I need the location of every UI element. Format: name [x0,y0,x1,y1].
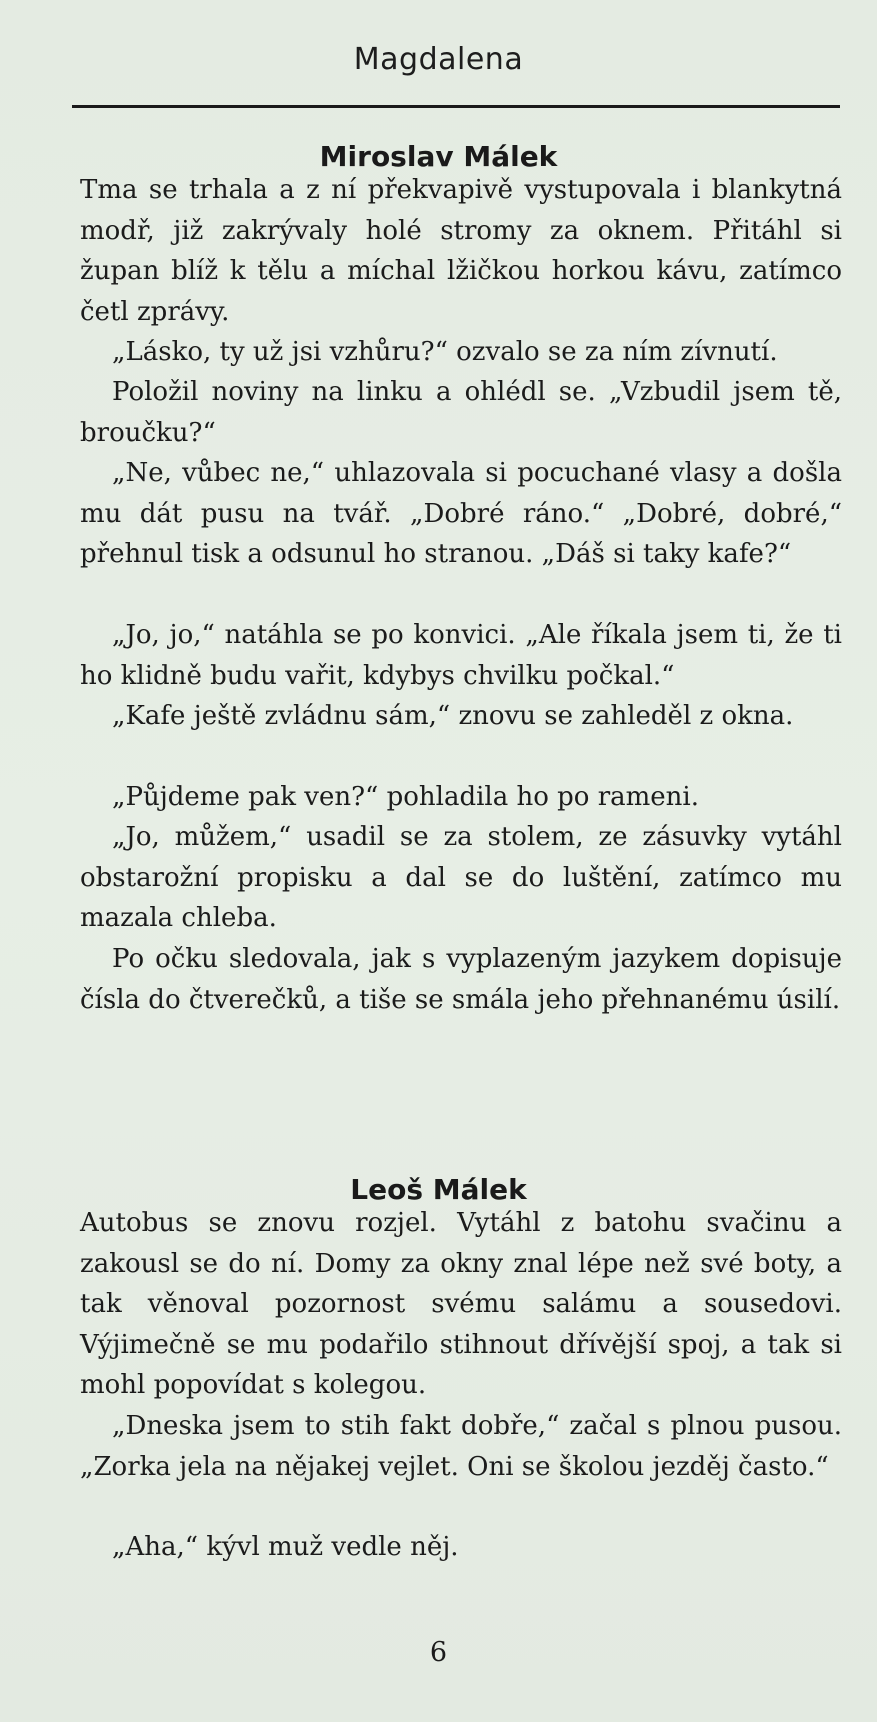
section-title: Miroslav Málek [319,140,558,173]
paragraph: Tma se trhala a z ní překvapivě vystupovala i blankytná modř, již zakrývaly holé stromy za oknem. Přitáhl si župan blíž k tělu a míchal lžičkou horkou kávu, zatímco četl zprávy. [80,175,842,327]
page-number: 6 [429,1637,448,1668]
paragraph: „Půjdeme pak ven?“ pohladila ho po rameni. [112,782,700,812]
paragraph: „Aha,“ kývl muž vedle něj. [112,1532,459,1562]
paragraph: „Dneska jsem to stih fakt dobře,“ začal s plnou pusou. „Zorka jela na nějakej vejlet. Oni se školou jezděj často.“ [80,1411,842,1482]
header-rule [72,105,840,108]
paragraph: Autobus se znovu rozjel. Vytáhl z batohu svačinu a zakousl se do ní. Domy za okny znal lépe než své boty, a tak věnoval pozornost svému salámu a sousedovi. Výjimečně se mu podařilo stihnout dřívější spoj, a tak si mohl popovídat s kolegou. [80,1208,842,1400]
paragraph: Po očku sledovala, jak s vyplazeným jazykem dopisuje čísla do čtverečků, a tiše se smála jeho přehnanému úsilí. [80,944,842,1015]
paragraph: „Jo, jo,“ natáhla se po konvici. „Ale říkala jsem ti, že ti ho klidně budu vařit, kdybys chvilku počkal.“ [80,620,842,691]
section-title: Leoš Málek [350,1173,527,1206]
running-head: Magdalena [353,42,524,77]
paragraph: „Ne, vůbec ne,“ uhlazovala si pocuchané vlasy a došla mu dát pusu na tvář. „Dobré ráno.“ „Dobré, dobré,“ přehnul tisk a odsunul ho stranou. „Dáš si taky kafe?“ [80,458,842,569]
paragraph: „Kafe ještě zvládnu sám,“ znovu se zahleděl z okna. [112,701,794,731]
paragraph: Položil noviny na linku a ohlédl se. „Vzbudil jsem tě, broučku?“ [80,377,842,448]
paragraph: „Lásko, ty už jsi vzhůru?“ ozvalo se za ním zívnutí. [112,337,778,367]
paragraph: „Jo, můžem,“ usadil se za stolem, ze zásuvky vytáhl obstarožní propisku a dal se do luštění, zatímco mu mazala chleba. [80,822,842,933]
